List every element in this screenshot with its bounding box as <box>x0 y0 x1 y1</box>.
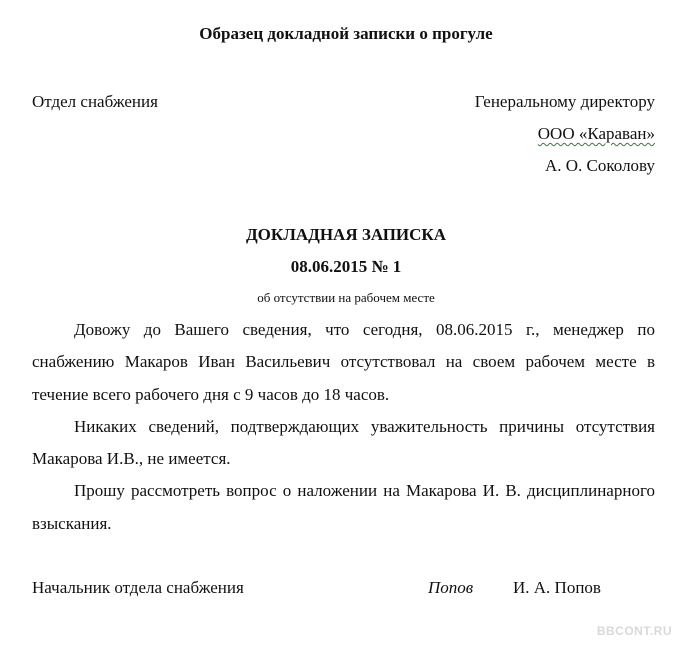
memo-date-number: 08.06.2015 № 1 <box>290 257 402 276</box>
memo-subject: об отсутствии на рабочем месте <box>257 290 435 305</box>
memo-heading: ДОКЛАДНАЯ ЗАПИСКА <box>245 225 447 244</box>
memo-body <box>32 314 655 540</box>
addressee-position: Генеральному директору <box>474 92 655 111</box>
memo-paragraph: Довожу до Вашего сведения, что сегодня, 08.06.2015 г., менеджер по снабжению Макаров Иван Васильевич отсутствовал на своем рабочем месте в течение всего рабочего дня с 9 часов до 18 часов. <box>32 320 655 404</box>
handwritten-signature: Попов <box>428 578 474 597</box>
signer-name: И. А. Попов <box>513 578 601 597</box>
signer-title: Начальник отдела снабжения <box>32 578 244 597</box>
memo-paragraph: Прошу рассмотреть вопрос о наложении на Макарова И. В. дисциплинарного взыскания. <box>32 481 655 533</box>
memo-paragraph: Никаких сведений, подтверждающих уважительность причины отсутствия Макарова И.В., не имеется. <box>32 416 655 469</box>
document-title: Образец докладной записки о прогуле <box>199 24 493 43</box>
department: Отдел снабжения <box>32 92 158 111</box>
addressee-name: А. О. Соколову <box>545 156 655 175</box>
watermark: BBCONT.RU <box>596 624 672 638</box>
addressee-company: ООО «Караван» <box>537 124 655 143</box>
